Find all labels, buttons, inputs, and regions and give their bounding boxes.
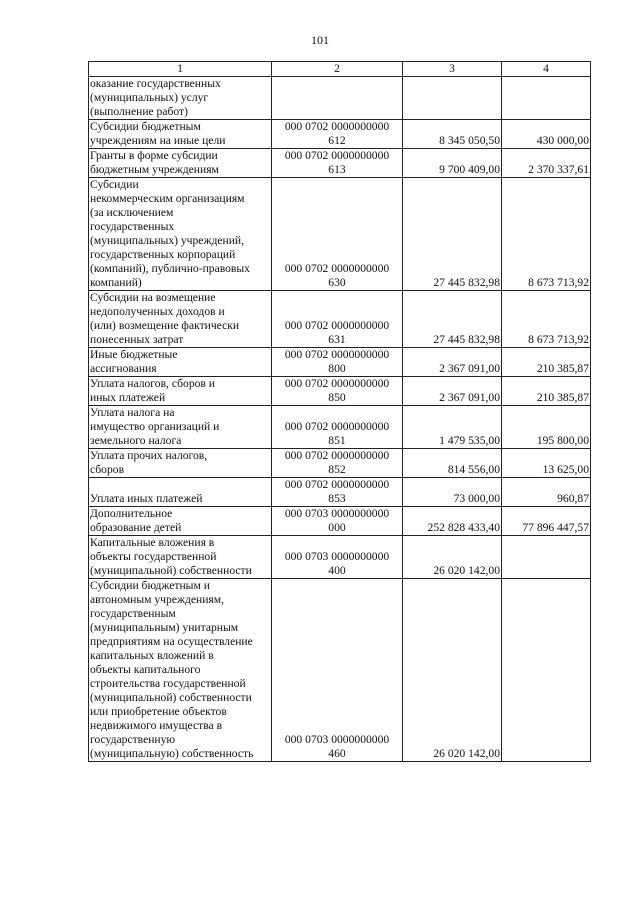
row-value-col3: 2 367 091,00 [403, 377, 502, 406]
row-code: 000 0702 0000000000 630 [272, 178, 403, 291]
row-code: 000 0702 0000000000 800 [272, 348, 403, 377]
table-row [89, 377, 591, 406]
row-value-col3: 814 556,00 [403, 449, 502, 478]
table-row [89, 536, 591, 579]
row-name: Субсидии бюджетным учреждениям на иные цели [89, 120, 272, 149]
row-value-col4: 8 673 713,92 [502, 291, 591, 348]
table-row [89, 149, 591, 178]
row-value-col4: 77 896 447,57 [502, 507, 591, 536]
row-code: 000 0702 0000000000 852 [272, 449, 403, 478]
row-value-col4: 13 625,00 [502, 449, 591, 478]
row-value-col3: 27 445 832,98 [403, 178, 502, 291]
row-value-col3: 2 367 091,00 [403, 348, 502, 377]
row-value-col4 [502, 77, 591, 120]
row-value-col3: 26 020 142,00 [403, 536, 502, 579]
row-name: Субсидии некоммерческим организациям (за исключением государственных (муниципальных) учреждений, государственных корпораций (компаний), публично-правовых компаний) [89, 178, 272, 291]
row-value-col3: 252 828 433,40 [403, 507, 502, 536]
row-value-col3: 9 700 409,00 [403, 149, 502, 178]
row-name: Гранты в форме субсидии бюджетным учреждениям [89, 149, 272, 178]
row-value-col3: 1 479 535,00 [403, 406, 502, 449]
row-code: 000 0703 0000000000 000 [272, 507, 403, 536]
table-row [89, 406, 591, 449]
row-name: Уплата иных платежей [89, 478, 272, 507]
column-header: 4 [502, 62, 591, 77]
table-row [89, 291, 591, 348]
page-number: 101 [311, 33, 329, 47]
table-header-row [89, 62, 591, 77]
column-header: 2 [272, 62, 403, 77]
table-row [89, 449, 591, 478]
row-name: Уплата прочих налогов, сборов [89, 449, 272, 478]
row-code: 000 0703 0000000000 460 [272, 579, 403, 762]
row-value-col4 [502, 536, 591, 579]
row-value-col3 [403, 77, 502, 120]
row-name: Дополнительное образование детей [89, 507, 272, 536]
column-header: 1 [89, 62, 272, 77]
row-code: 000 0702 0000000000 613 [272, 149, 403, 178]
column-header: 3 [403, 62, 502, 77]
row-code: 000 0702 0000000000 853 [272, 478, 403, 507]
row-value-col3: 8 345 050,50 [403, 120, 502, 149]
row-name: Уплата налогов, сборов и иных платежей [89, 377, 272, 406]
row-code: 000 0702 0000000000 850 [272, 377, 403, 406]
row-name: оказание государственных (муниципальных) услуг (выполнение работ) [89, 77, 272, 120]
row-value-col3: 27 445 832,98 [403, 291, 502, 348]
table-row [89, 478, 591, 507]
row-code: 000 0702 0000000000 612 [272, 120, 403, 149]
row-name: Субсидии на возмещение недополученных доходов и (или) возмещение фактически понесенных затрат [89, 291, 272, 348]
row-value-col4: 210 385,87 [502, 348, 591, 377]
row-value-col4: 210 385,87 [502, 377, 591, 406]
row-code [272, 77, 403, 120]
row-value-col3: 73 000,00 [403, 478, 502, 507]
row-name: Субсидии бюджетным и автономным учреждениям, государственным (муниципальным) унитарным предприятиям на осуществление капитальных вложений в объекты капитального строительства государственной (муниципальной) собственности или приобретение объектов недвижимого имущества в государственную (муниципальную) собственность [89, 579, 272, 762]
table-row [89, 178, 591, 291]
row-code: 000 0702 0000000000 631 [272, 291, 403, 348]
table-row [89, 77, 591, 120]
budget-table [88, 61, 591, 762]
row-value-col3: 26 020 142,00 [403, 579, 502, 762]
row-code: 000 0702 0000000000 851 [272, 406, 403, 449]
row-code: 000 0703 0000000000 400 [272, 536, 403, 579]
row-name: Капитальные вложения в объекты государственной (муниципальной) собственности [89, 536, 272, 579]
row-value-col4: 2 370 337,61 [502, 149, 591, 178]
row-value-col4 [502, 579, 591, 762]
row-value-col4: 195 800,00 [502, 406, 591, 449]
row-name: Иные бюджетные ассигнования [89, 348, 272, 377]
table-row [89, 120, 591, 149]
table-row [89, 579, 591, 762]
table-row [89, 507, 591, 536]
table-row [89, 348, 591, 377]
row-value-col4: 960,87 [502, 478, 591, 507]
row-value-col4: 430 000,00 [502, 120, 591, 149]
row-value-col4: 8 673 713,92 [502, 178, 591, 291]
row-name: Уплата налога на имущество организаций и земельного налога [89, 406, 272, 449]
